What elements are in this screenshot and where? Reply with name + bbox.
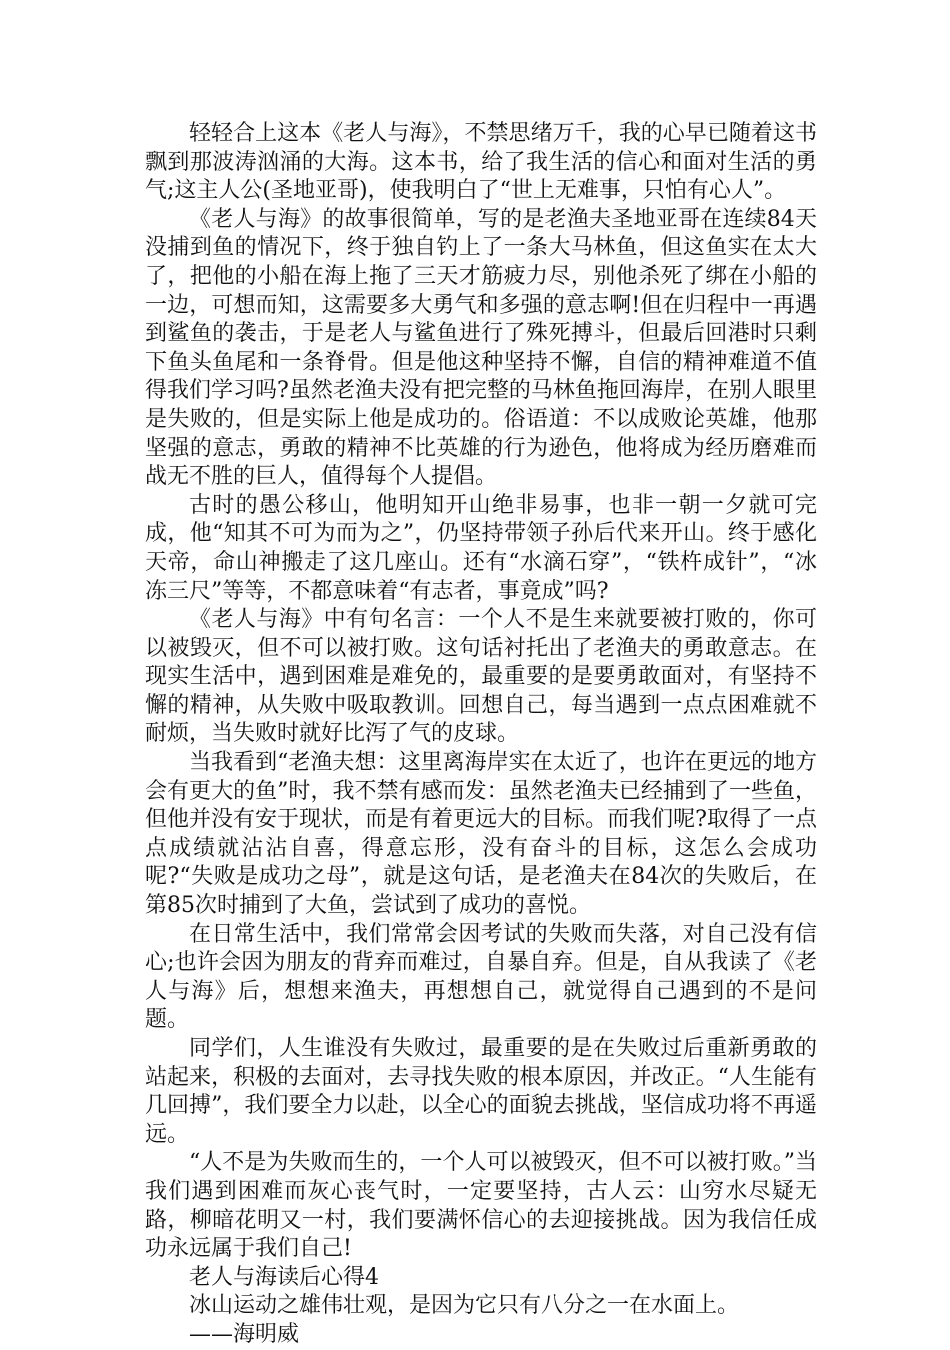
paragraph-4: 《老人与海》中有句名言：一个人不是生来就要被打败的，你可以被毁灭，但不可以被打败。这句话衬托出了老渔夫的勇敢意志。在现实生活中，遇到困难是难免的，最重要的是要勇敢面对，有坚持不懈的精神，从失败中吸取教训。回想自己，每当遇到一点点困难就不耐烦，当失败时就好比泻了气的皮球。 — [145, 607, 817, 747]
paragraph-5: 当我看到“老渔夫想：这里离海岸实在太近了，也许在更远的地方会有更大的鱼”时，我不禁有感而发：虽然老渔夫已经捕到了一些鱼，但他并没有安于现状，而是有着更远大的目标。而我们呢?取得了一点点成绩就沾沾自喜，得意忘形，没有奋斗的目标，这怎么会成功呢?“失败是成功之母”，就是这句话，是老渔夫在84次的失败后，在第85次时捕到了大鱼，尝试到了成功的喜悦。 — [145, 750, 817, 919]
section-title: 老人与海读后心得4 — [189, 1264, 379, 1290]
paragraph-1: 轻轻合上这本《老人与海》，不禁思绪万千，我的心早已随着这书飘到那波涛汹涌的大海。这本书，给了我生活的信心和面对生活的勇气;这主人公(圣地亚哥)，使我明白了“世上无难事，只怕有心人”。 — [145, 121, 817, 204]
paragraph-3: 古时的愚公移山，他明知开山绝非易事，也非一朝一夕就可完成，他“知其不可为而为之”，仍坚持带领子孙后代来开山。终于感化天帝，命山神搬走了这几座山。还有“水滴石穿”，“铁杵成针”，“冰冻三尺”等等，不都意味着“有志者，事竟成”吗? — [145, 492, 817, 604]
paragraph-8: “人不是为失败而生的，一个人可以被毁灭，但不可以被打败。”当我们遇到困难而灰心丧气时，一定要坚持，古人云：山穷水尽疑无路，柳暗花明又一村，我们要满怀信心的去迎接挑战。因为我信任成功永远属于我们自己! — [145, 1150, 817, 1262]
epigraph-author: ——海明威 — [189, 1321, 300, 1347]
paragraph-7: 同学们，人生谁没有失败过，最重要的是在失败过后重新勇敢的站起来，积极的去面对，去寻找失败的根本原因，并改正。“人生能有几回搏”，我们要全力以赴，以全心的面貌去挑战，坚信成功将不再遥远。 — [145, 1036, 817, 1147]
document-page — [145, 120, 817, 1350]
paragraph-2: 《老人与海》的故事很简单，写的是老渔夫圣地亚哥在连续84天没捕到鱼的情况下，终于独自钓上了一条大马林鱼，但这鱼实在太大了，把他的小船在海上拖了三天才筋疲力尽，别他杀死了绑在小船的一边，可想而知，这需要多大勇气和多强的意志啊!但在归程中一再遇到鲨鱼的袭击，于是老人与鲨鱼进行了殊死搏斗，但最后回港时只剩下鱼头鱼尾和一条脊骨。但是他这种坚持不懈，自信的精神难道不值得我们学习吗?虽然老渔夫没有把完整的马林鱼拖回海岸，在别人眼里是失败的，但是实际上他是成功的。俗语道：不以成败论英雄，他那坚强的意志，勇敢的精神不比英雄的行为逊色，他将成为经历磨难而战无不胜的巨人，值得每个人提倡。 — [145, 206, 817, 490]
epigraph-quote: 冰山运动之雄伟壮观，是因为它只有八分之一在水面上。 — [189, 1293, 740, 1319]
paragraph-6: 在日常生活中，我们常常会因考试的失败而失落，对自己没有信心;也许会因为朋友的背弃而难过，自暴自弃。但是，自从我读了《老人与海》后，想想来渔夫，再想想自己，就觉得自己遇到的不是问题。 — [145, 921, 817, 1033]
